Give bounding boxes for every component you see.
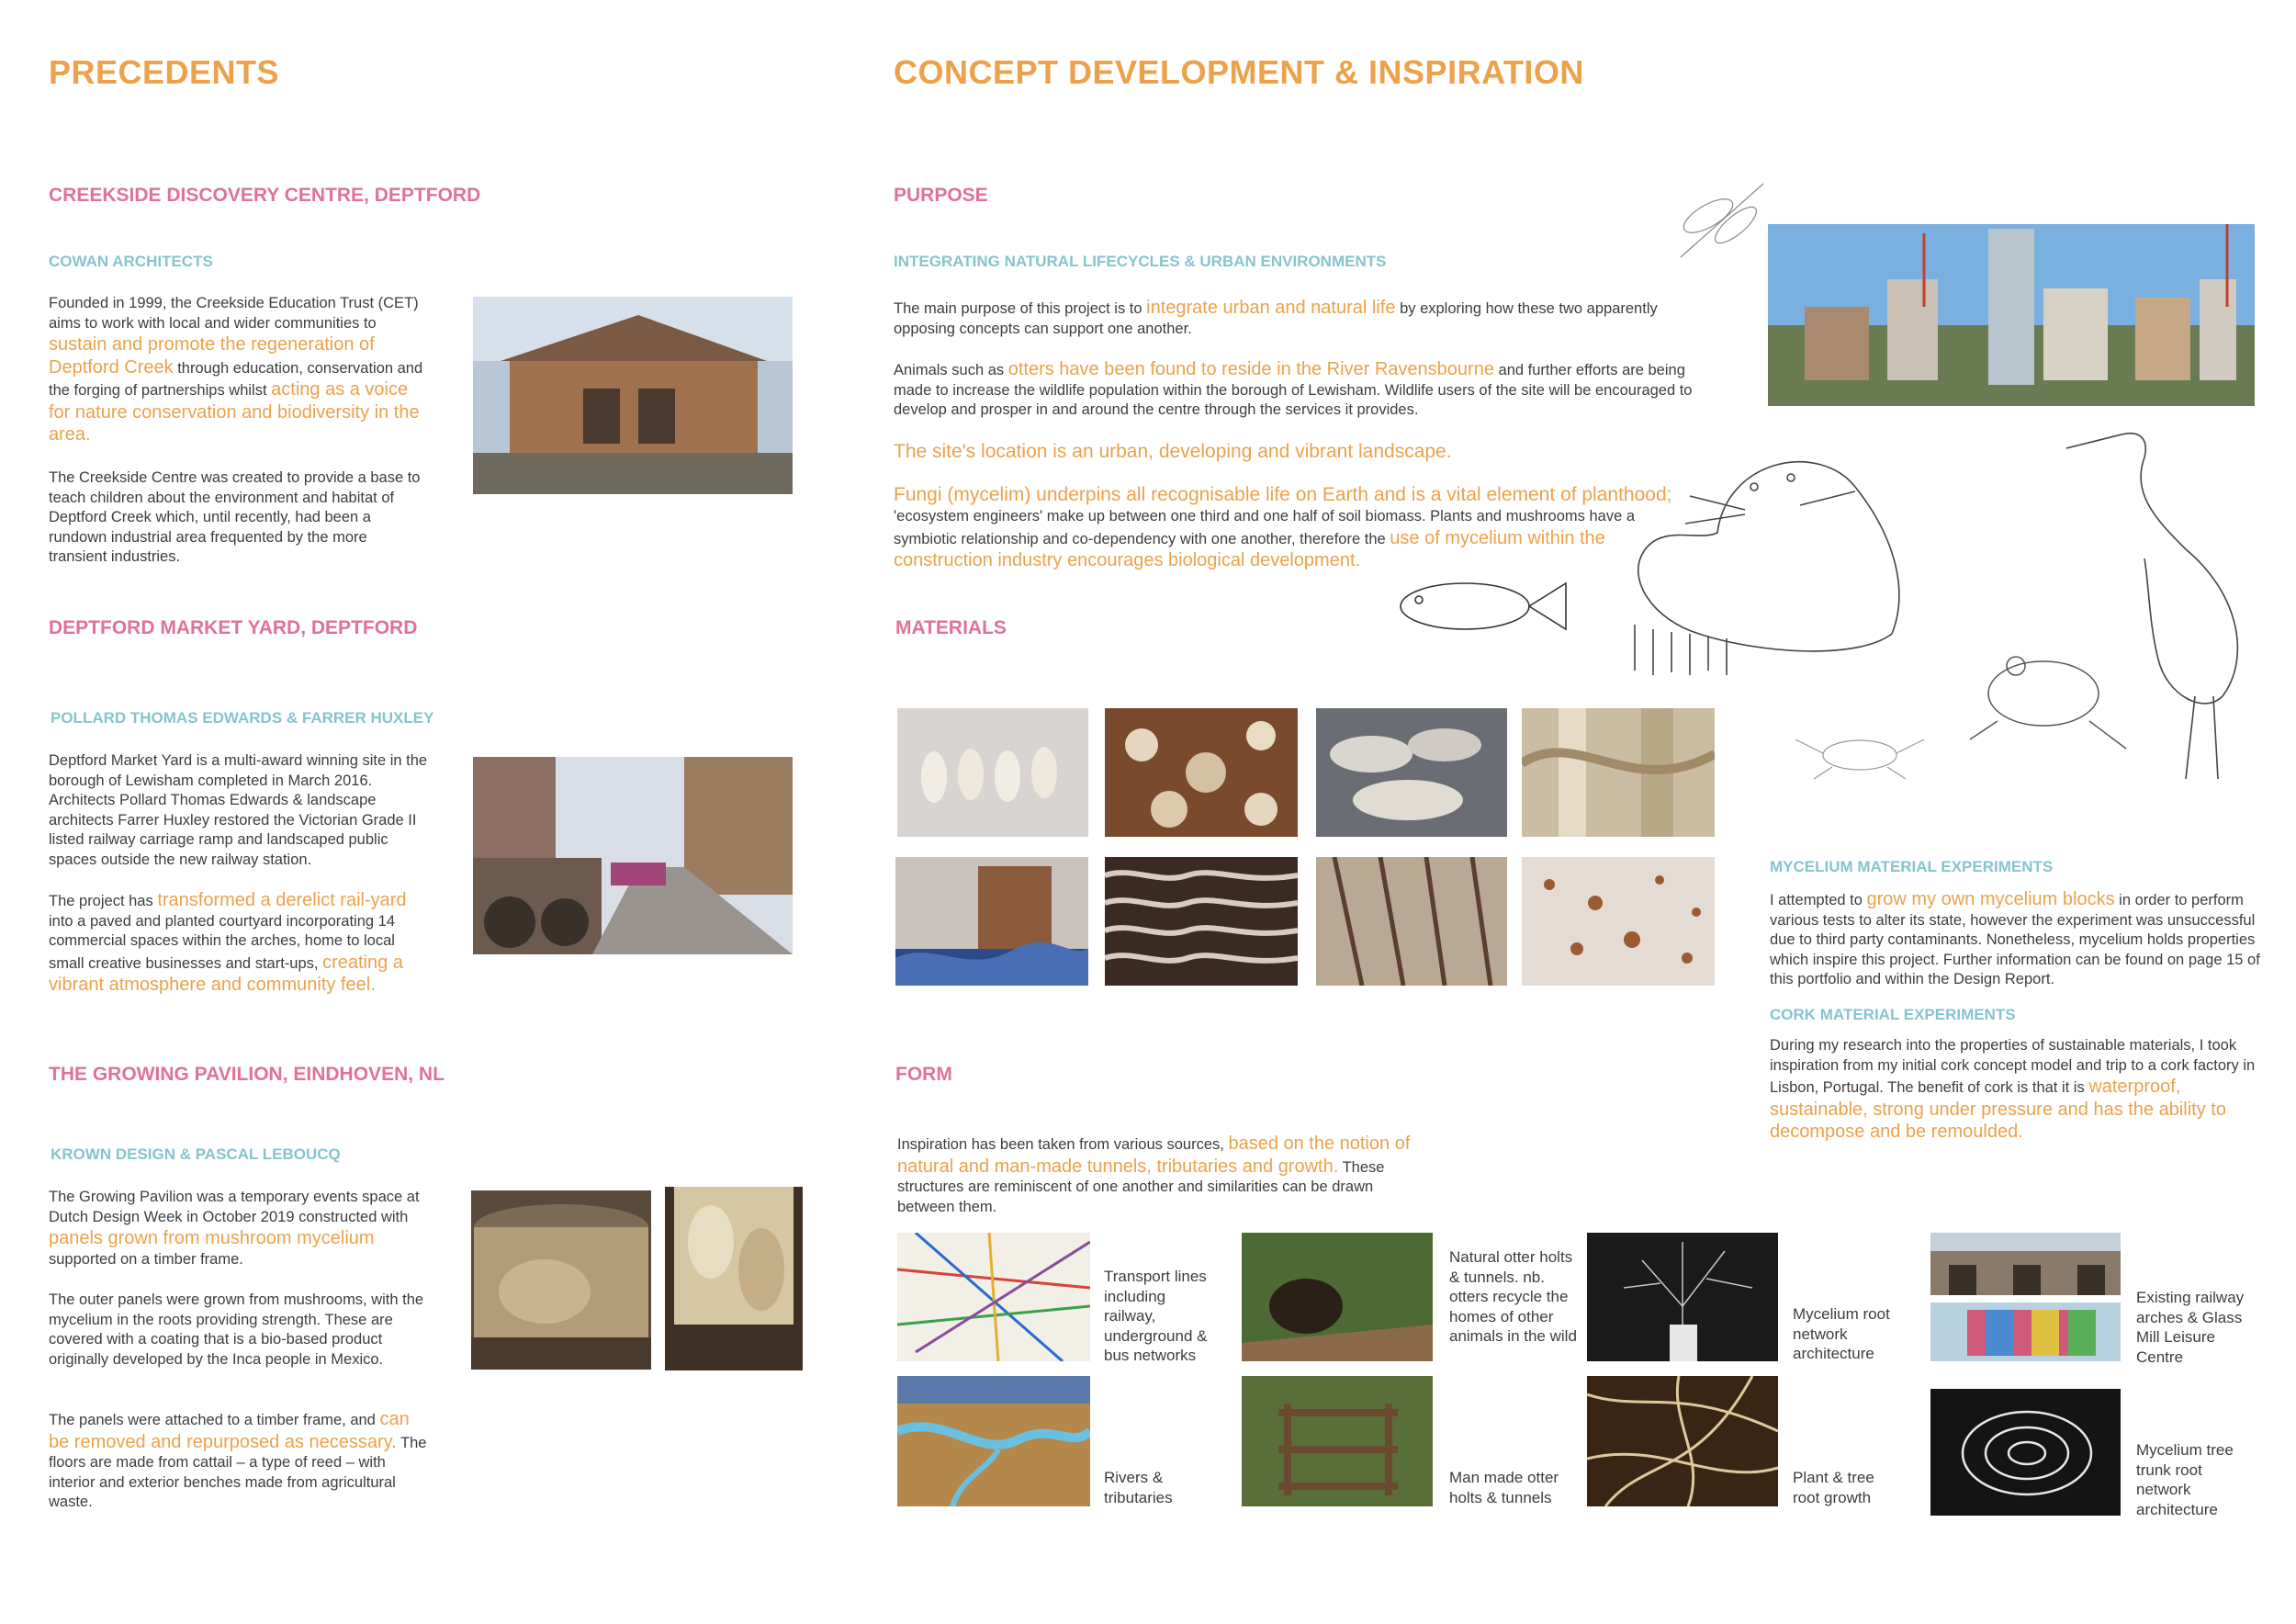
caption-plant-root: Plant & tree root growth xyxy=(1793,1469,1874,1506)
pavilion-paragraph-1: The Growing Pavilion was a temporary events space at Dutch Design Week in October 2019 constructed with panels grown from mushroom mycelium supported on a timber frame. xyxy=(49,1189,420,1268)
rivers-image xyxy=(897,1376,1090,1506)
market-architect: POLLARD THOMAS EDWARDS & FARRER HUXLEY xyxy=(51,709,434,727)
market-paragraph-1: Deptford Market Yard is a multi-award winning site in the borough of Lewisham completed in March 2016. Architects Pollard Thomas Edwards & landscape architects Farrer Huxley restored the Victorian Grade II listed railway carriage ramp and landscaped public spaces outside the new railway station. xyxy=(49,752,428,868)
material-photo-7 xyxy=(1316,857,1507,986)
purpose-heading: PURPOSE xyxy=(894,185,988,206)
purpose-paragraph-3: The site's location is an urban, developing and vibrant landscape. xyxy=(894,441,1452,462)
mycelium-heading: MYCELIUM MATERIAL EXPERIMENTS xyxy=(1770,858,2054,875)
cork-paragraph: During my research into the properties of sustainable materials, I took inspiration from my initial cork concept model and trip to a cork factory in Lisbon, Portugal. The benefit of cork is that it is waterproof, sustainable, strong under pressure and has the ability to decompose and be remoulded. xyxy=(1770,1037,2256,1142)
caption-rivers: Rivers & tributaries xyxy=(1104,1469,1173,1506)
otter-manmade-holt-image xyxy=(1242,1376,1433,1506)
material-photo-8 xyxy=(1522,857,1715,986)
purpose-paragraph-1: The main purpose of this project is to integrate urban and natural life by exploring how these two apparently opposing concepts can support one another. xyxy=(894,298,1658,337)
plant-root-image xyxy=(1587,1376,1778,1506)
caption-otter-natural: Natural otter holts & tunnels. nb. otters recycle the homes of other animals in the wild xyxy=(1449,1248,1577,1345)
cork-heading: CORK MATERIAL EXPERIMENTS xyxy=(1770,1006,2016,1023)
caption-otter-manmade: Man made otter holts & tunnels xyxy=(1449,1469,1559,1506)
pavilion-exterior-photo xyxy=(471,1190,651,1370)
otter-sketch xyxy=(1616,423,1947,680)
crab-sketch xyxy=(1786,726,1933,781)
mycelium-paragraph: I attempted to grow my own mycelium blocks in order to perform various tests to alter its state, however the experiment was unsuccessful due to third party contaminants. Nonetheless, mycelium holds properties which inspire this project. Further information can be found on page 15 of this portfolio and within the Design Report. xyxy=(1770,889,2260,987)
pavilion-architect: KROWN DESIGN & PASCAL LEBOUCQ xyxy=(51,1145,341,1163)
form-heading: FORM xyxy=(895,1064,952,1085)
purpose-paragraph-4: Fungi (mycelim) underpins all recognisable life on Earth and is a vital element of planthood; 'ecosystem engineers' make up between one third and one half of soil biomass. Plants and mushrooms have a symbiotic relationship and co-dependency with one another, therefore the use of mycelium within the construction industry encourages biological development. xyxy=(894,484,1672,570)
caption-transport: Transport lines including railway, underground & bus networks xyxy=(1104,1268,1208,1364)
creekside-centre-photo xyxy=(473,297,793,494)
materials-heading: MATERIALS xyxy=(895,617,1007,638)
transport-map-image xyxy=(897,1233,1090,1361)
pavilion-heading: THE GROWING PAVILION, EINDHOVEN, NL xyxy=(49,1064,445,1085)
creekside-paragraph-2: The Creekside Centre was created to provide a base to teach children about the environment and habitat of Deptford Creek which, until recently, had been a rundown industrial area frequented by the more transient industries. xyxy=(49,469,421,565)
caption-tree-trunk: Mycelium tree trunk root network architecture xyxy=(2136,1441,2234,1518)
material-photo-3 xyxy=(1316,708,1507,837)
material-photo-6 xyxy=(1105,857,1298,986)
material-photo-2 xyxy=(1105,708,1298,837)
creekside-paragraph-1: Founded in 1999, the Creekside Education Trust (CET) aims to work with local and wider communities to sustain and promote the regeneration of Deptford Creek through education, conservation and the forging of partnerships whilst acting as a voice for nature conservation and biodiversity in the area. xyxy=(49,295,423,445)
market-yard-photo xyxy=(473,757,793,954)
pavilion-panel-photo xyxy=(665,1187,803,1370)
market-paragraph-2: The project has transformed a derelict rail-yard into a paved and planted courtyard incorporating 14 commercial spaces within the arches, home to local small creative businesses and start-ups, creating a vibrant atmosphere and community feel. xyxy=(49,890,407,995)
mycelium-root-image xyxy=(1587,1233,1778,1361)
market-heading: DEPTFORD MARKET YARD, DEPTFORD xyxy=(49,617,418,638)
purpose-paragraph-2: Animals such as otters have been found to reside in the River Ravensbourne and further efforts are being made to increase the wildlife population within the borough of Lewisham. Wildlife users of the site will be encouraged to develop and prosper in and around the centre through the services it provides. xyxy=(894,359,1693,418)
glass-mill-leisure-image xyxy=(1930,1303,2121,1361)
pavilion-paragraph-3: The panels were attached to a timber frame, and can be removed and repurposed as necessary. The floors are made from cattail – a type of reed – with interior and exterior benches made from agricultural waste. xyxy=(49,1409,427,1510)
railway-arches-image xyxy=(1930,1233,2121,1295)
caption-railway: Existing railway arches & Glass Mill Leisure Centre xyxy=(2136,1289,2245,1366)
material-photo-5 xyxy=(895,857,1088,986)
creekside-heading: CREEKSIDE DISCOVERY CENTRE, DEPTFORD xyxy=(49,185,481,206)
urban-skyline-photo xyxy=(1768,224,2255,406)
creekside-architect: COWAN ARCHITECTS xyxy=(49,253,213,270)
frog-sketch xyxy=(1961,638,2135,758)
dragonfly-sketch xyxy=(1662,175,1782,266)
material-photo-1 xyxy=(897,708,1088,837)
otter-natural-holt-image xyxy=(1242,1233,1433,1361)
page-title-concept: CONCEPT DEVELOPMENT & INSPIRATION xyxy=(894,53,1584,91)
fish-sketch xyxy=(1391,565,1570,648)
caption-mycelium-root: Mycelium root network architecture xyxy=(1793,1305,1890,1362)
form-paragraph: Inspiration has been taken from various sources, based on the notion of natural and man-made tunnels, tributaries and growth. These structures are reminiscent of one another and similarities can be drawn between them. xyxy=(897,1133,1411,1215)
material-photo-4 xyxy=(1522,708,1715,837)
purpose-subheading: INTEGRATING NATURAL LIFECYCLES & URBAN ENVIRONMENTS xyxy=(894,253,1387,270)
tree-trunk-mycelium-image xyxy=(1930,1389,2121,1516)
page-title-precedents: PRECEDENTS xyxy=(49,53,280,91)
pavilion-paragraph-2: The outer panels were grown from mushrooms, with the mycelium in the roots providing strength. These are covered with a coating that is a bio-based product originally developed by the Inca people in Mexico. xyxy=(49,1291,424,1368)
